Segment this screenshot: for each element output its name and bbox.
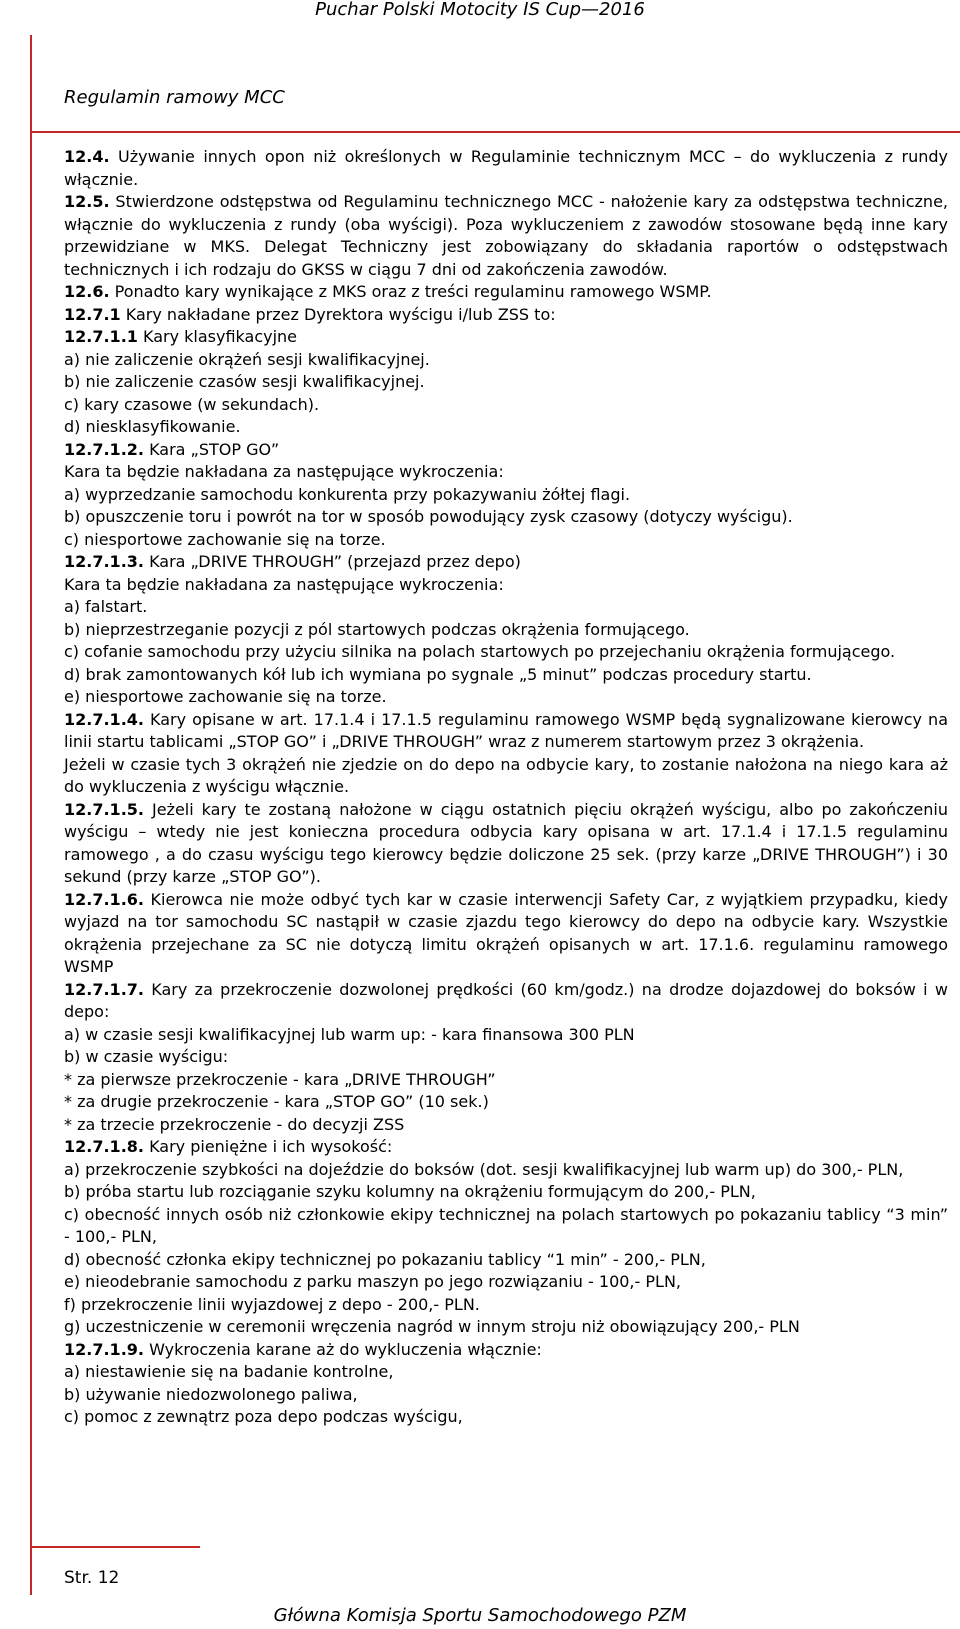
paragraph-text: g) uczestniczenie w ceremonii wręczenia nagród w innym stroju niż obowiązujący 200,- PLN bbox=[64, 1317, 800, 1336]
paragraph-text: Kierowca nie może odbyć tych kar w czasie interwencji Safety Car, z wyjątkiem przypadku, kiedy wyjazd na tor samochodu SC nastąpił w czasie zjazdu tego kierowcy do depo na odbycie kary. Wszystkie okrążenia przejechane za SC nie dotyczą limitu okrążeń opisanych w art. 17.1.6. regulaminu ramowego WSMP bbox=[64, 889, 948, 976]
paragraph bbox=[64, 304, 948, 327]
paragraph-text: * za drugie przekroczenie - kara „STOP GO” (10 sek.) bbox=[64, 1092, 489, 1111]
paragraph-text: b) używanie niedozwolonego paliwa, bbox=[64, 1384, 358, 1404]
paragraph-text: d) brak zamontowanych kół lub ich wymiana po sygnale „5 minut” podczas procedury startu. bbox=[64, 664, 812, 684]
paragraph bbox=[64, 1024, 948, 1047]
paragraph-text: a) falstart. bbox=[64, 597, 148, 616]
footer-rule bbox=[30, 1546, 200, 1548]
paragraph-text: Wykroczenia karane aż do wykluczenia włącznie: bbox=[143, 1339, 542, 1359]
paragraph-text: Kara ta będzie nakładana za następujące wykroczenia: bbox=[64, 574, 504, 594]
paragraph-text: c) kary czasowe (w sekundach). bbox=[64, 394, 320, 414]
paragraph-text: * za trzecie przekroczenie - do decyzji ZSS bbox=[64, 1114, 405, 1134]
paragraph bbox=[64, 349, 948, 372]
paragraph-text: b) nie zaliczenie czasów sesji kwalifikacyjnej. bbox=[64, 372, 425, 391]
paragraph-text: * za pierwsze przekroczenie - kara „DRIVE THROUGH” bbox=[64, 1069, 496, 1089]
paragraph-text: Kary nakładane przez Dyrektora wyścigu i/lub ZSS to: bbox=[120, 304, 556, 324]
section-number: 12.7.1.3. bbox=[64, 552, 144, 571]
paragraph bbox=[64, 439, 948, 462]
paragraph-text: f) przekroczenie linii wyjazdowej z depo - 200,- PLN. bbox=[64, 1294, 480, 1314]
running-header: Puchar Polski Motocity IS Cup—2016 bbox=[315, 0, 645, 20]
section-number: 12.7.1 bbox=[64, 304, 121, 324]
section-number: 12.7.1.6. bbox=[64, 889, 144, 909]
paragraph bbox=[64, 326, 948, 349]
paragraph-text: Kara „STOP GO” bbox=[143, 439, 280, 459]
paragraph-text: Używanie innych opon niż określonych w Regulaminie technicznym MCC – do wykluczenia z rundy włącznie. bbox=[64, 147, 948, 189]
paragraph bbox=[64, 529, 948, 552]
paragraph-text: e) nieodebranie samochodu z parku maszyn po jego rozwiązaniu - 100,- PLN, bbox=[64, 1272, 681, 1291]
paragraph bbox=[64, 506, 948, 529]
paragraph bbox=[64, 1271, 948, 1294]
paragraph-text: Jeżeli kary te zostaną nałożone w ciągu ostatnich pięciu okrążeń wyścigu, albo po zakończeniu wyścigu – wtedy nie jest konieczna procedura odbycia kary opisana w art. 17.1.4 i 17.1.5 regulaminu ramowego , a do czasu wyścigu tego kierowcy będzie doliczone 25 sek. (przy karze „DRIVE THROUGH”) i 30 sekund (przy karze „STOP GO”). bbox=[64, 799, 948, 886]
paragraph bbox=[64, 709, 948, 754]
section-number: 12.7.1.1 bbox=[64, 327, 138, 346]
paragraph-text: c) pomoc z zewnątrz poza depo podczas wyścigu, bbox=[64, 1407, 463, 1426]
paragraph-text: Kara „DRIVE THROUGH” (przejazd przez depo) bbox=[143, 552, 521, 571]
paragraph bbox=[64, 191, 948, 281]
paragraph-text: Stwierdzone odstępstwa od Regulaminu technicznego MCC - nałożenie kary za odstępstwa techniczne, włącznie do wykluczenia z rundy (oba wyścigi). Poza wykluczeniem z zawodów stosowane będą inne kary przewidziane w MKS. Delegat Techniczny jest zobowiązany do składania raportów o odstępstwach technicznych i ich rodzaju do GKSS w ciągu 7 dni od zakończenia zawodów. bbox=[64, 192, 948, 279]
paragraph bbox=[64, 551, 948, 574]
running-footer: Główna Komisja Sportu Samochodowego PZM bbox=[273, 1605, 687, 1626]
header-rule bbox=[30, 131, 960, 133]
section-number: 12.7.1.9. bbox=[64, 1339, 144, 1359]
paragraph bbox=[64, 754, 948, 799]
paragraph bbox=[64, 1249, 948, 1272]
paragraph bbox=[64, 484, 948, 507]
paragraph bbox=[64, 461, 948, 484]
paragraph bbox=[64, 1406, 948, 1429]
paragraph-text: e) niesportowe zachowanie się na torze. bbox=[64, 687, 387, 706]
paragraph-text: Kary pieniężne i ich wysokość: bbox=[143, 1137, 393, 1156]
paragraph-text: a) nie zaliczenie okrążeń sesji kwalifikacyjnej. bbox=[64, 349, 430, 369]
paragraph bbox=[64, 686, 948, 709]
paragraph-text: Kary opisane w art. 17.1.4 i 17.1.5 regulaminu ramowego WSMP będą sygnalizowane kierowcy na linii startu tablicami „STOP GO” i „DRIVE THROUGH” wraz z numerem startowym przez 3 okrążenia. bbox=[64, 709, 948, 751]
paragraph bbox=[64, 1316, 948, 1339]
section-number: 12.4. bbox=[64, 147, 110, 166]
paragraph-text: b) nieprzestrzeganie pozycji z pól startowych podczas okrążenia formującego. bbox=[64, 619, 690, 639]
paragraph-text: a) niestawienie się na badanie kontrolne, bbox=[64, 1362, 394, 1381]
paragraph-text: b) opuszczenie toru i powrót na tor w sposób powodujący zysk czasowy (dotyczy wyścigu). bbox=[64, 507, 793, 526]
paragraph bbox=[64, 1159, 948, 1182]
paragraph bbox=[64, 1091, 948, 1114]
paragraph bbox=[64, 1294, 948, 1317]
paragraph bbox=[64, 416, 948, 439]
paragraph-text: a) wyprzedzanie samochodu konkurenta przy pokazywaniu żółtej flagi. bbox=[64, 484, 631, 504]
paragraph bbox=[64, 664, 948, 687]
paragraph bbox=[64, 1361, 948, 1384]
paragraph bbox=[64, 1046, 948, 1069]
paragraph-text: b) próba startu lub rozciąganie szyku kolumny na okrążeniu formującym do 200,- PLN, bbox=[64, 1182, 756, 1201]
paragraph bbox=[64, 1069, 948, 1092]
paragraph bbox=[64, 371, 948, 394]
paragraph-text: c) niesportowe zachowanie się na torze. bbox=[64, 529, 386, 549]
paragraph-text: Kary klasyfikacyjne bbox=[137, 327, 298, 346]
paragraph bbox=[64, 1204, 948, 1249]
paragraph-text: a) przekroczenie szybkości na dojeździe do boksów (dot. sesji kwalifikacyjnej lub warm up) do 300,- PLN, bbox=[64, 1159, 904, 1179]
paragraph-text: Jeżeli w czasie tych 3 okrążeń nie zjedzie on do depo na odbycie kary, to zostanie nałożona na niego kara aż do wykluczenia z wyścigu włącznie. bbox=[64, 754, 948, 796]
margin-rule-vertical bbox=[30, 35, 32, 1595]
section-number: 12.6. bbox=[64, 282, 110, 301]
paragraph-text: b) w czasie wyścigu: bbox=[64, 1047, 229, 1066]
document-body bbox=[64, 146, 948, 1429]
paragraph-text: Kary za przekroczenie dozwolonej prędkości (60 km/godz.) na drodze dojazdowej do boksów i w depo: bbox=[64, 979, 948, 1021]
page-number: Str. 12 bbox=[64, 1568, 120, 1588]
paragraph bbox=[64, 394, 948, 417]
paragraph bbox=[64, 1181, 948, 1204]
paragraph-text: c) obecność innych osób niż członkowie ekipy technicznej na polach startowych po pokazaniu tablicy “3 min” - 100,- PLN, bbox=[64, 1204, 948, 1246]
paragraph bbox=[64, 619, 948, 642]
paragraph-text: Ponadto kary wynikające z MKS oraz z treści regulaminu ramowego WSMP. bbox=[109, 282, 712, 301]
paragraph bbox=[64, 281, 948, 304]
paragraph bbox=[64, 641, 948, 664]
paragraph-text: c) cofanie samochodu przy użyciu silnika na polach startowych po przejechaniu okrążenia formującego. bbox=[64, 642, 896, 661]
paragraph-text: d) niesklasyfikowanie. bbox=[64, 417, 241, 436]
document-title: Regulamin ramowy MCC bbox=[64, 87, 285, 108]
paragraph bbox=[64, 574, 948, 597]
section-number: 12.7.1.5. bbox=[64, 799, 144, 819]
paragraph bbox=[64, 1136, 948, 1159]
paragraph bbox=[64, 1339, 948, 1362]
section-number: 12.5. bbox=[64, 192, 110, 211]
section-number: 12.7.1.2. bbox=[64, 439, 144, 459]
paragraph bbox=[64, 1114, 948, 1137]
section-number: 12.7.1.7. bbox=[64, 979, 144, 999]
section-number: 12.7.1.4. bbox=[64, 709, 144, 729]
paragraph bbox=[64, 889, 948, 979]
paragraph bbox=[64, 1384, 948, 1407]
paragraph-text: Kara ta będzie nakładana za następujące wykroczenia: bbox=[64, 462, 504, 481]
paragraph bbox=[64, 799, 948, 889]
paragraph-text: a) w czasie sesji kwalifikacyjnej lub warm up: - kara finansowa 300 PLN bbox=[64, 1024, 635, 1044]
paragraph bbox=[64, 596, 948, 619]
paragraph bbox=[64, 146, 948, 191]
paragraph-text: d) obecność członka ekipy technicznej po pokazaniu tablicy “1 min” - 200,- PLN, bbox=[64, 1249, 706, 1269]
section-number: 12.7.1.8. bbox=[64, 1137, 144, 1156]
paragraph bbox=[64, 979, 948, 1024]
